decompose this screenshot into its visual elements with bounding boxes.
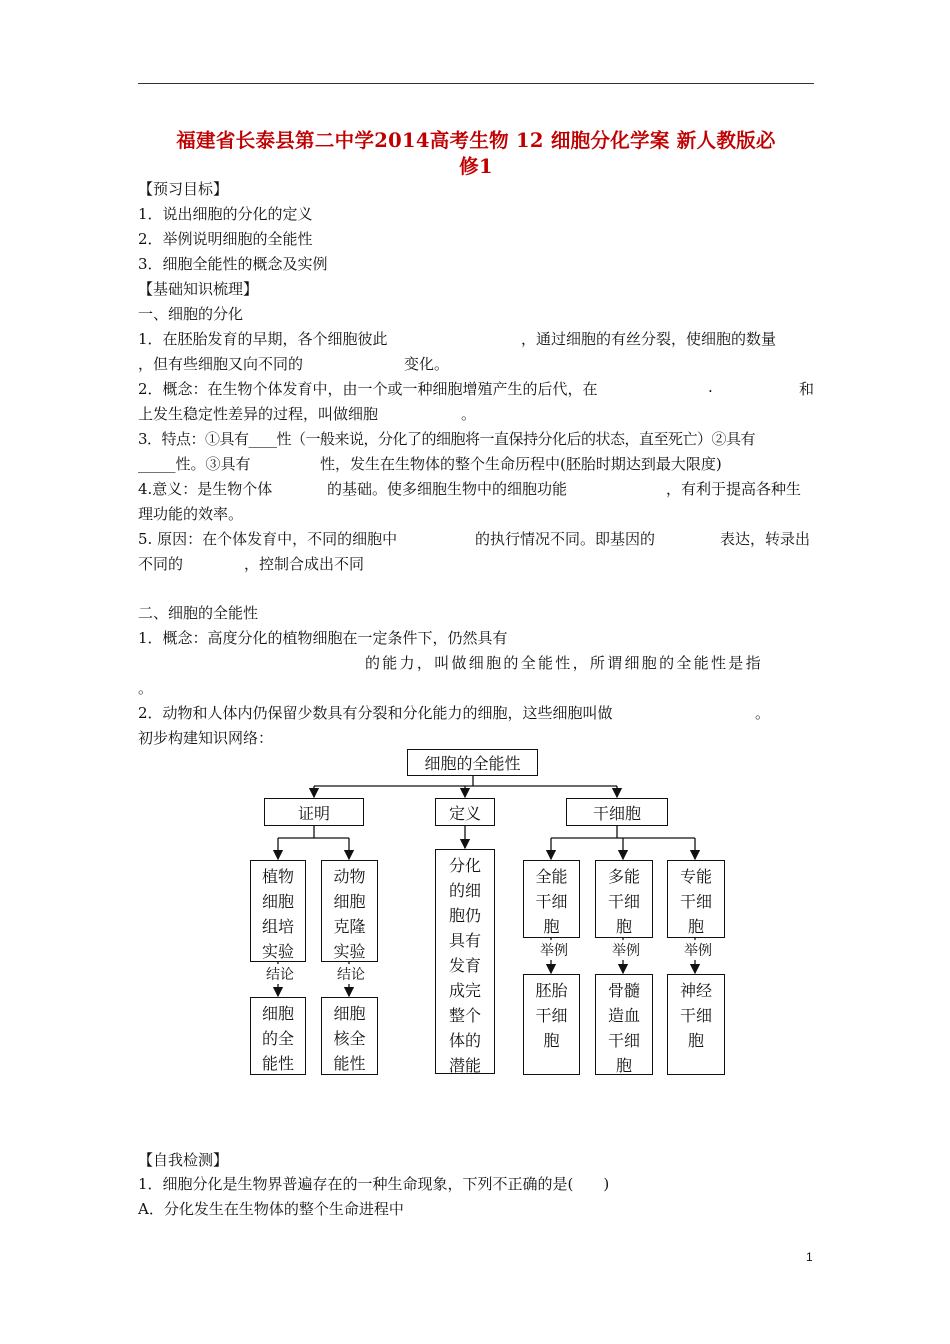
q2-part-b: 。: [755, 704, 771, 722]
p2-part-c: 和: [799, 380, 815, 398]
node-neural-stem: 神经 干细 胞: [667, 974, 725, 1075]
p1-part-c: ，但有些细胞又向不同的: [138, 355, 304, 373]
label-example: 举例: [684, 940, 712, 960]
p1-part-a: 1．在胚胎发育的早期，各个细胞彼此: [138, 330, 388, 348]
label-example: 举例: [612, 940, 640, 960]
preview-item: 3．细胞全能性的概念及实例: [138, 255, 328, 273]
q1-part-c: 。: [138, 679, 154, 697]
p2-part-d: 上发生稳定性差异的过程，叫做细胞: [138, 405, 379, 423]
p2-part-e: 。: [461, 405, 477, 423]
selfcheck-option-a: A．分化发生在生物体的整个生命进程中: [138, 1200, 404, 1218]
label-conclusion: 结论: [337, 964, 365, 984]
p3-part-b: _____性。③具有: [138, 455, 251, 473]
document-title-line1: 福建省长泰县第二中学2014高考生物 12 细胞分化学案 新人教版必: [176, 129, 776, 152]
selfcheck-heading: 【自我检测】: [138, 1151, 229, 1169]
p4-part-a: 4.意义：是生物个体: [138, 480, 273, 498]
node-embryonic-stem: 胚胎 干细 胞: [523, 974, 580, 1075]
section2-title: 二、细胞的全能性: [138, 604, 259, 622]
q1-part-b: 的能力，叫做细胞的全能性，所谓细胞的全能性是指: [365, 654, 763, 672]
node-totipotent-stem: 全能 干细 胞: [523, 860, 580, 938]
node-definition-text: 分化 的细 胞仍 具有 发育 成完 整个 体的 潜能: [435, 849, 495, 1074]
basics-heading: 【基础知识梳理】: [138, 280, 259, 298]
preview-item: 1．说出细胞的分化的定义: [138, 205, 313, 223]
p2-part-a: 2．概念：在生物个体发育中，由一个或一种细胞增殖产生的后代，在: [138, 380, 598, 398]
selfcheck-question: 1．细胞分化是生物界普遍存在的一种生命现象，下列不正确的是( ): [138, 1175, 610, 1193]
p3-part-c: 性，发生在生物体的整个生命历程中(胚胎时期达到最大限度): [320, 455, 722, 473]
document-title-line2: 修1: [459, 155, 493, 178]
page-number: 1: [806, 1250, 813, 1264]
node-pluripotent-stem: 多能 干细 胞: [595, 860, 653, 938]
node-plant-experiment: 植物 细胞 组培 实验: [250, 860, 306, 962]
p1-part-d: 变化。: [404, 355, 450, 373]
node-proof: 证明: [264, 798, 364, 826]
section1-title: 一、细胞的分化: [138, 305, 244, 323]
node-stem-cell: 干细胞: [566, 798, 668, 826]
node-definition: 定义: [435, 798, 495, 826]
p5-part-e: ，控制合成出不同: [244, 555, 365, 573]
label-conclusion: 结论: [266, 964, 294, 984]
node-nucleus-totipotency: 细胞 核全 能性: [321, 997, 378, 1075]
network-intro: 初步构建知识网络：: [138, 729, 274, 747]
node-marrow-stem: 骨髓 造血 干细 胞: [595, 974, 653, 1075]
p1-part-b: ，通过细胞的有丝分裂，使细胞的数量: [521, 330, 777, 348]
q2-part-a: 2．动物和人体内仍保留少数具有分裂和分化能力的细胞，这些细胞叫做: [138, 704, 613, 722]
node-animal-experiment: 动物 细胞 克隆 实验: [321, 860, 378, 962]
p3-part-a: 3．特点：①具有____性（一般来说，分化了的细胞将一直保持分化后的状态，直至死亡）②具有: [138, 430, 756, 448]
p4-part-c: ，有利于提高各种生: [666, 480, 802, 498]
node-unipotent-stem: 专能 干细 胞: [667, 860, 725, 938]
p2-part-b: .: [708, 378, 713, 396]
p5-part-c: 表达，转录出: [720, 530, 811, 548]
p4-part-d: 理功能的效率。: [138, 505, 244, 523]
p5-part-a: 5. 原因：在个体发育中，不同的细胞中: [138, 530, 398, 548]
p5-part-b: 的执行情况不同。即基因的: [475, 530, 656, 548]
q1-part-a: 1．概念：高度分化的植物细胞在一定条件下，仍然具有: [138, 629, 508, 647]
preview-item: 2．举例说明细胞的全能性: [138, 230, 313, 248]
label-example: 举例: [540, 940, 568, 960]
node-totipotency: 细胞的全能性: [407, 749, 538, 776]
node-cell-totipotency: 细胞 的全 能性: [250, 997, 306, 1075]
p5-part-d: 不同的: [138, 555, 184, 573]
p4-part-b: 的基础。使多细胞生物中的细胞功能: [327, 480, 568, 498]
preview-heading: 【预习目标】: [138, 180, 229, 198]
